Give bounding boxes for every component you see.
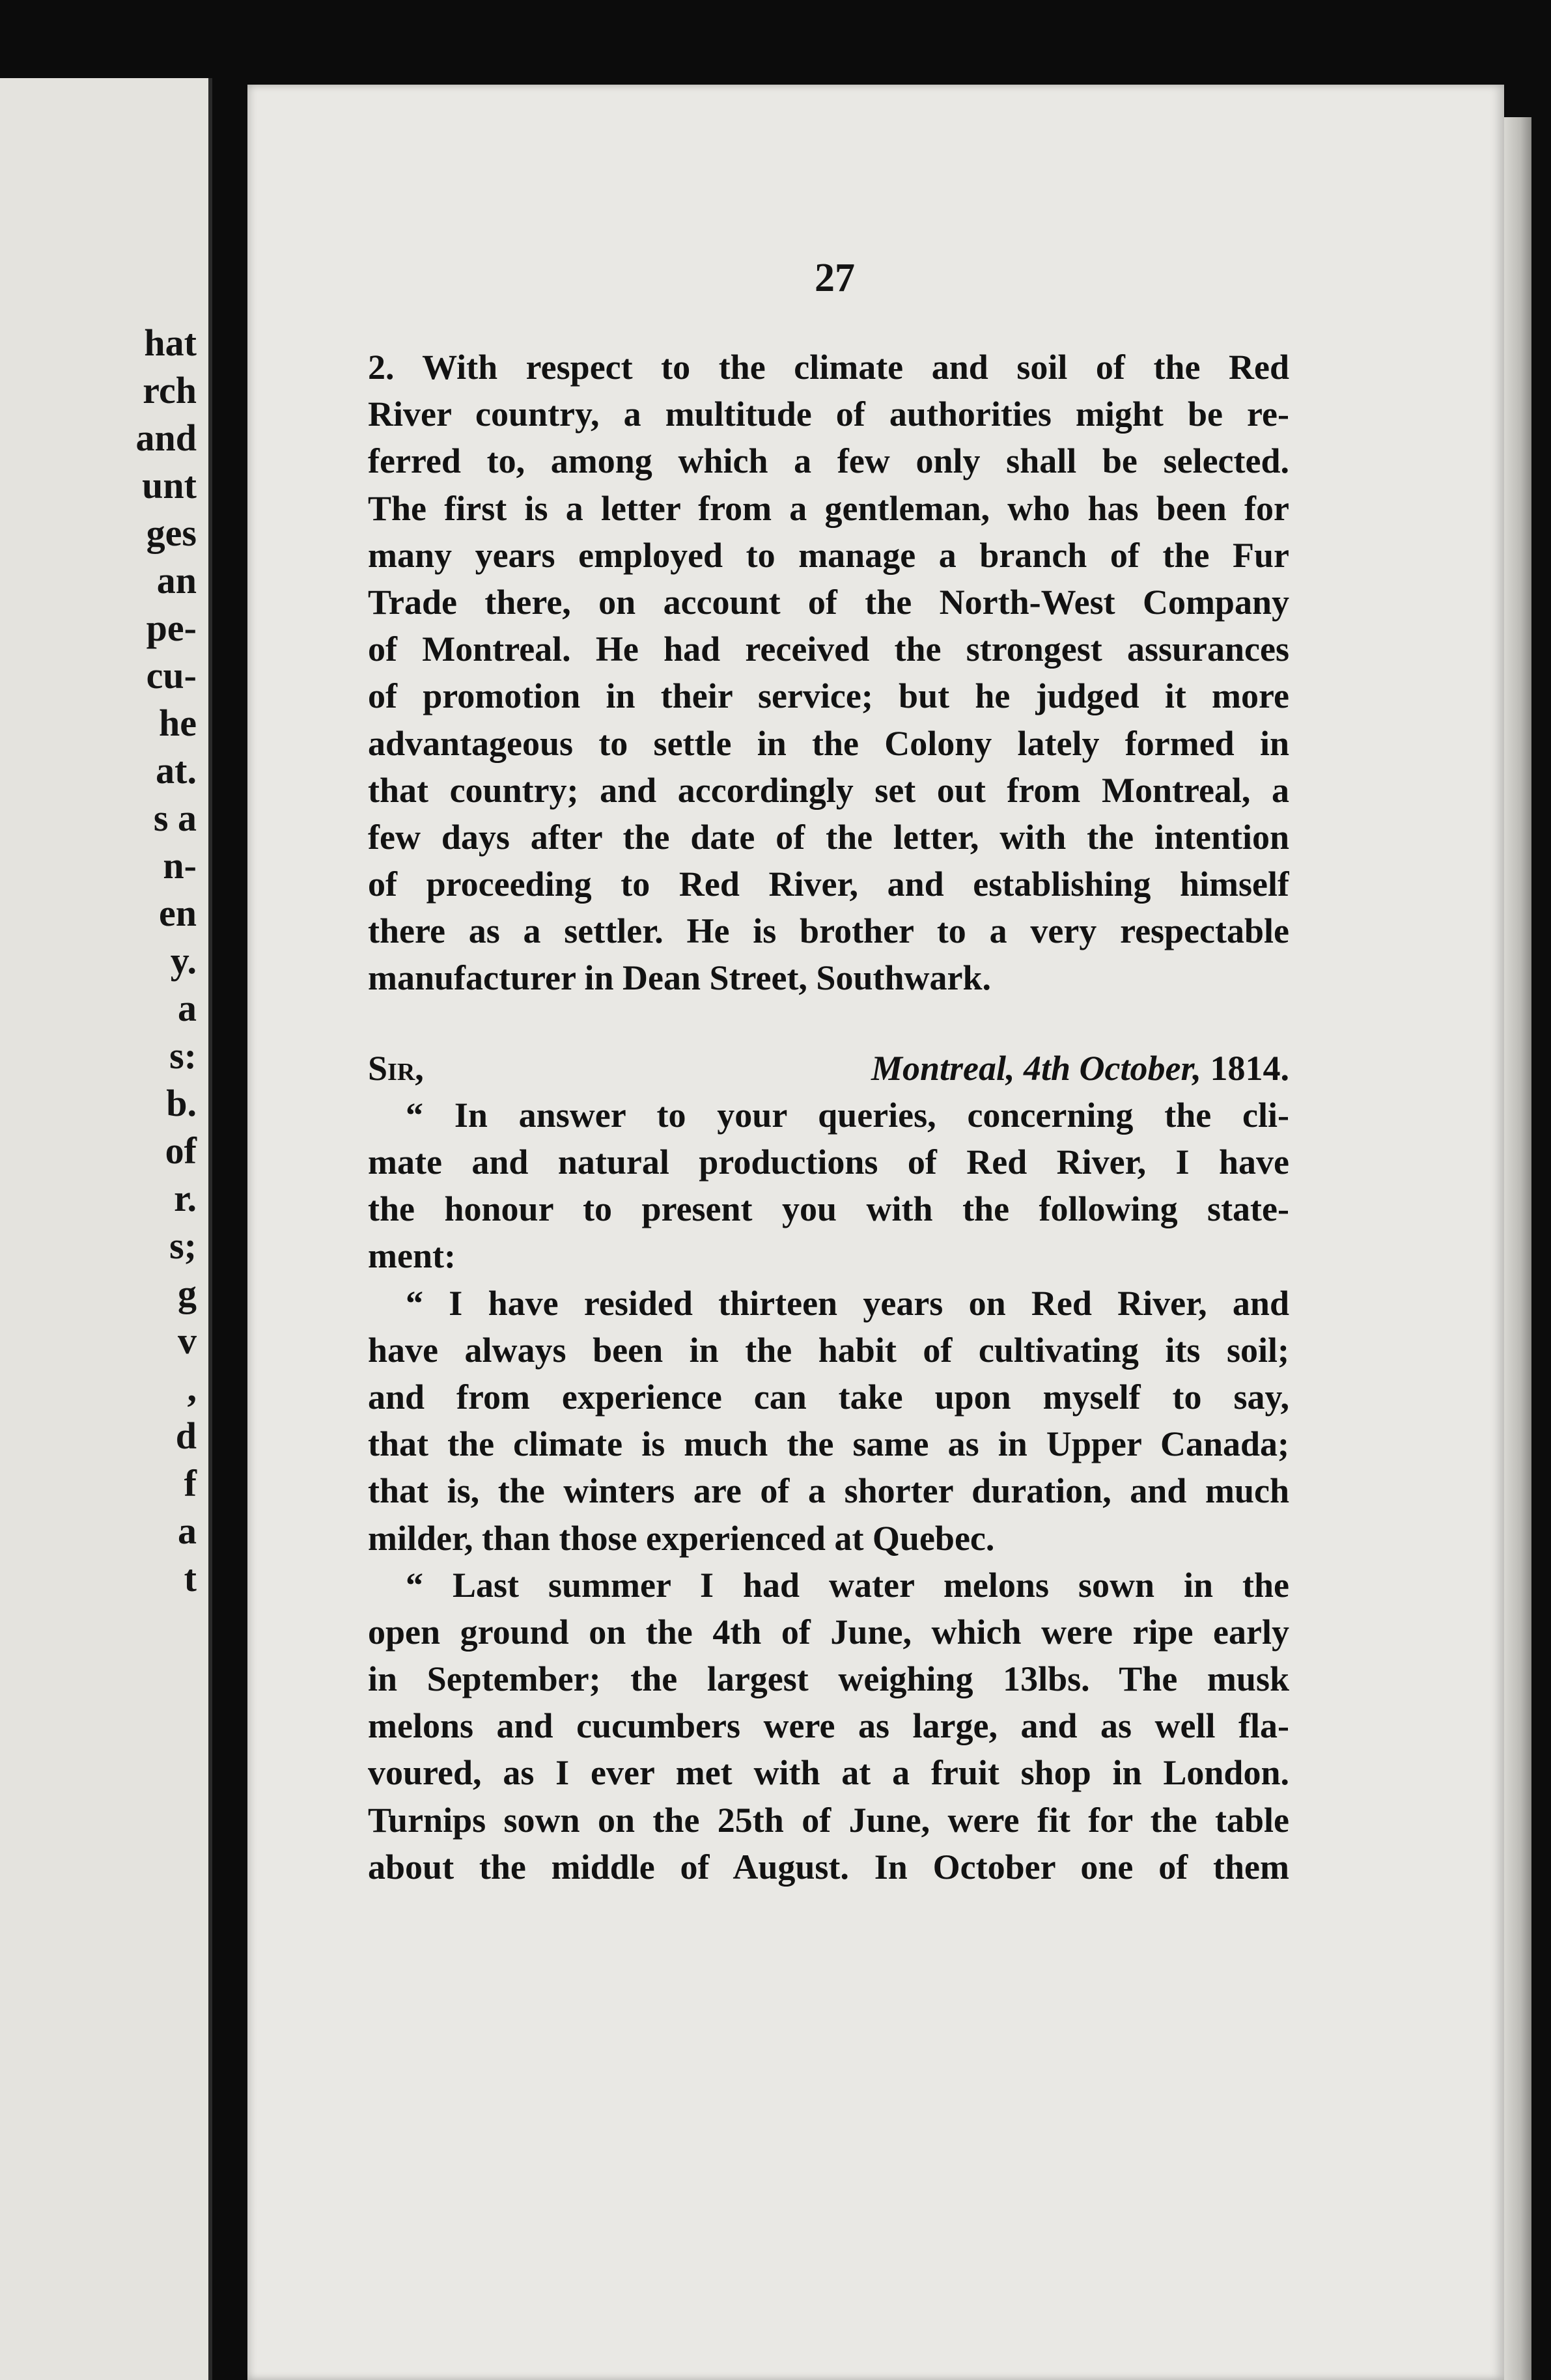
letter-year: 1814. (1210, 1048, 1289, 1088)
paragraph-gap (368, 1002, 1289, 1045)
facing-page-fragment: , (187, 1367, 197, 1409)
text-line: manufacturer in Dean Street, Southwark. (368, 958, 991, 998)
text-line: advantageous to settle in the Colony lately formed in (368, 723, 1289, 763)
text-line: about the middle of August. In October one of them (368, 1847, 1289, 1887)
facing-page-text (1, 319, 197, 1602)
facing-page-fragment: s: (169, 1034, 197, 1077)
text-line: open ground on the 4th of June, which were ripe early (368, 1612, 1289, 1652)
text-line: that is, the winters are of a shorter duration, and much (368, 1471, 1289, 1511)
facing-page-fragment: en (159, 892, 197, 934)
facing-page-fragment: t (184, 1557, 197, 1599)
facing-page-fragment: at. (156, 749, 197, 792)
facing-page-fragment: cu- (146, 654, 197, 697)
text-line: that country; and accordingly set out from Montreal, a (368, 770, 1289, 810)
facing-page-fragment: he (159, 702, 197, 744)
facing-page-fragment: y. (170, 939, 197, 982)
text-line: The first is a letter from a gentleman, who has been for (368, 488, 1289, 528)
page-number: 27 (815, 256, 855, 300)
facing-page-fragment: and (135, 417, 197, 459)
text-line: in September; the largest weighing 13lbs. The musk (368, 1659, 1289, 1699)
text-line: of promotion in their service; but he judged it more (368, 676, 1289, 716)
facing-page-left (0, 78, 212, 2380)
text-line: voured, as I ever met with at a fruit shop in London. (368, 1753, 1289, 1793)
facing-page-fragment: d (175, 1415, 197, 1457)
text-line: ferred to, among which a few only shall be selected. (368, 441, 1289, 481)
letter-paragraph-2 (368, 1280, 1289, 1562)
text-line: have always been in the habit of cultivating its soil; (368, 1330, 1289, 1370)
text-line: there as a settler. He is brother to a very respectable (368, 911, 1289, 951)
facing-page-fragment: of (165, 1129, 197, 1172)
facing-page-fragment: v (178, 1320, 197, 1362)
text-line: 2. With respect to the climate and soil of the Red (368, 348, 1289, 387)
facing-page-fragment: g (178, 1272, 197, 1314)
text-line: that the climate is much the same as in Upper Canada; (368, 1424, 1289, 1464)
text-line: melons and cucumbers were as large, and as well fla- (368, 1706, 1289, 1746)
letter-place-date (871, 1045, 1289, 1092)
text-line: mate and natural productions of Red River, I have (368, 1142, 1289, 1182)
text-line: of proceeding to Red River, and establishing himself (368, 865, 1289, 904)
text-line: “ In answer to your queries, concerning the cli- (406, 1095, 1289, 1135)
text-line: “ Last summer I had water melons sown in the (406, 1565, 1289, 1605)
intro-paragraph (368, 344, 1289, 1002)
facing-page-fragment: f (184, 1462, 197, 1504)
facing-page-fragment: s a (153, 797, 197, 839)
facing-page-fragment: rch (143, 369, 197, 411)
text-line: “ I have resided thirteen years on Red River, and (406, 1283, 1289, 1323)
text-line: the honour to present you with the following state- (368, 1189, 1289, 1229)
facing-page-fragment: n- (163, 844, 197, 887)
facing-page-fragment: r. (174, 1177, 197, 1219)
facing-page-fragment: hat (144, 322, 197, 364)
letter-heading (368, 1045, 1289, 1092)
letter-salutation: Sir, (368, 1048, 424, 1088)
text-line: milder, than those experienced at Quebec. (368, 1518, 995, 1558)
facing-page-fragment: an (156, 559, 197, 602)
facing-page-fragment: a (178, 987, 197, 1029)
text-line: Turnips sown on the 25th of June, were fit for the table (368, 1800, 1289, 1840)
text-line: many years employed to manage a branch of the Fur (368, 535, 1289, 575)
text-line: ment: (368, 1236, 456, 1276)
facing-page-fragment: a (178, 1510, 197, 1552)
text-line: few days after the date of the letter, with the intention (368, 817, 1289, 857)
letter-paragraph-1 (368, 1092, 1289, 1280)
text-line: of Montreal. He had received the strongest assurances (368, 630, 1289, 669)
letter-date: Montreal, 4th October, (871, 1048, 1201, 1088)
facing-page-fragment: unt (142, 464, 197, 506)
text-line: Trade there, on account of the North-West Company (368, 582, 1289, 622)
facing-page-fragment: s; (169, 1225, 197, 1267)
facing-page-fragment: b. (166, 1082, 197, 1124)
facing-page-fragment: pe- (146, 607, 197, 649)
text-line: River country, a multitude of authorities might be re- (368, 394, 1289, 434)
text-line: and from experience can take upon myself to say, (368, 1377, 1289, 1417)
letter-paragraph-3 (368, 1562, 1289, 1890)
page-edge (1504, 117, 1531, 2380)
page-body (368, 344, 1289, 1890)
facing-page-fragment: ges (146, 512, 197, 554)
